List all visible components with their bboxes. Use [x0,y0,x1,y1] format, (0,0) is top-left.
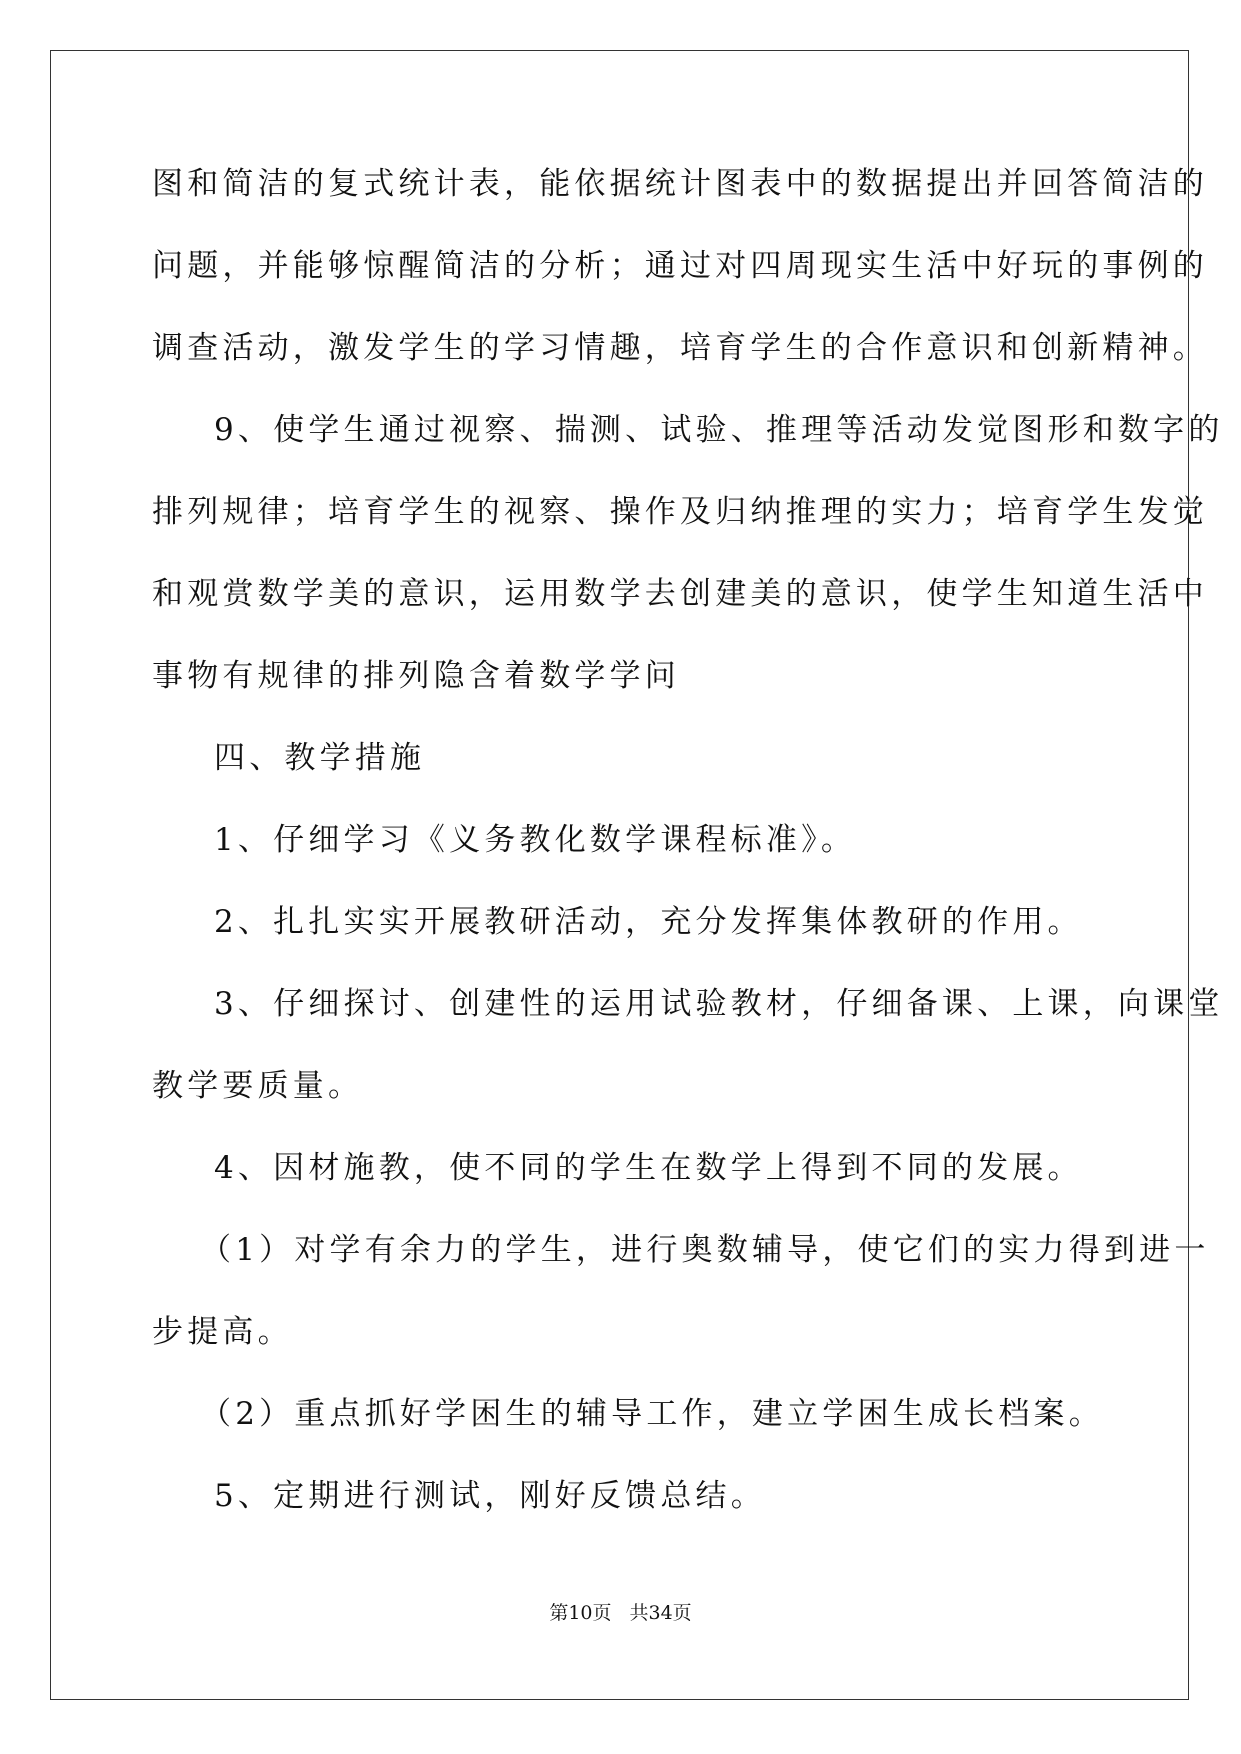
paragraph-line: 4、因材施教，使不同的学生在数学上得到不同的发展。 [214,1150,1083,1186]
paragraph-line: 事物有规律的排列隐含着数学学问 [152,658,680,694]
paragraph-line: 2、扎扎实实开展教研活动，充分发挥集体教研的作用。 [214,904,1083,940]
paragraph-line: 3、仔细探讨、创建性的运用试验教材，仔细备课、上课，向课堂 [214,986,1224,1022]
section-heading: 四、教学措施 [214,740,426,776]
document-body [152,160,1224,1554]
paragraph-line: 5、定期进行测试，刚好反馈总结。 [214,1478,766,1514]
paragraph-line: 步提高。 [152,1314,293,1350]
paragraph-line: 教学要质量。 [152,1068,364,1104]
total-pages: 共34页 [629,1602,692,1624]
paragraph-line: 排列规律；培育学生的视察、操作及归纳推理的实力；培育学生发觉 [152,494,1208,530]
paragraph-line: 9、使学生通过视察、揣测、试验、推理等活动发觉图形和数字的 [214,412,1224,448]
paragraph-line: 图和简洁的复式统计表，能依据统计图表中的数据提出并回答简洁的 [152,166,1208,202]
paragraph-line: （2）重点抓好学困生的辅导工作，建立学困生成长档案。 [200,1396,1104,1432]
paragraph-line: 问题，并能够惊醒简洁的分析；通过对四周现实生活中好玩的事例的 [152,248,1208,284]
page-footer [0,1598,1241,1625]
page-number: 第10页 [549,1602,612,1624]
paragraph-line: （1）对学有余力的学生，进行奥数辅导，使它们的实力得到进一 [200,1232,1210,1268]
paragraph-line: 调查活动，激发学生的学习情趣，培育学生的合作意识和创新精神。 [152,330,1208,366]
paragraph-line: 1、仔细学习《义务教化数学课程标准》。 [214,822,857,858]
paragraph-line: 和观赏数学美的意识，运用数学去创建美的意识，使学生知道生活中 [152,576,1208,612]
